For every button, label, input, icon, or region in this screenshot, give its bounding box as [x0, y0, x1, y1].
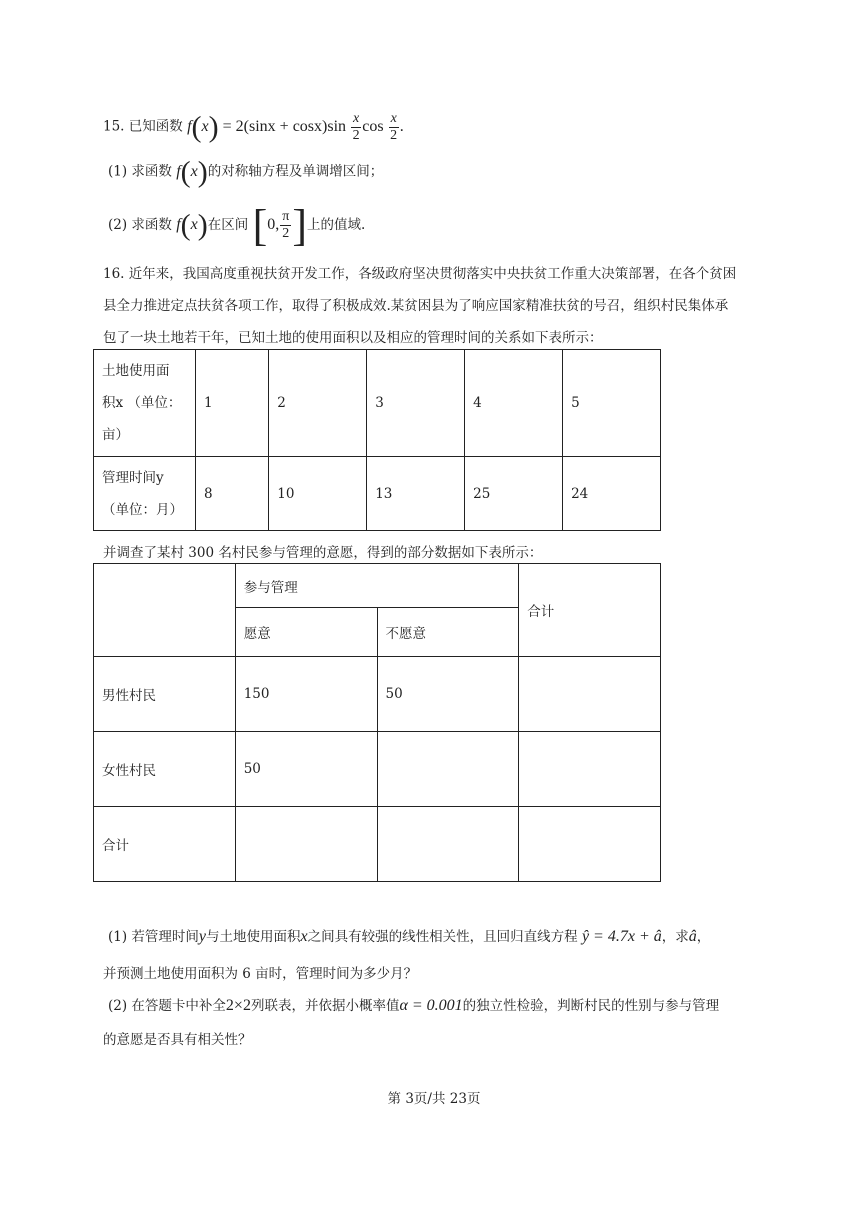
q15-part1: (1) 求函数 f(x)的对称轴方程及单调增区间； [108, 155, 384, 188]
header-total: 合计 [519, 564, 661, 657]
table-cell: 25 [465, 457, 563, 531]
table-cell: 150 [235, 657, 377, 732]
table-cell: 24 [563, 457, 661, 531]
table-cell: 2 [269, 350, 367, 457]
q15-number: 15. [103, 118, 125, 135]
survey-text: 并调查了某村 300 名村民参与管理的意愿，得到的部分数据如下表所示： [103, 545, 543, 561]
q16-part2-line2: 的意愿是否具有相关性？ [103, 1032, 252, 1048]
table-row-header-area: 土地使用面 积x （单位： 亩） [94, 350, 196, 457]
page-footer: 第 3页/共 23页 [387, 1091, 481, 1107]
q16-paragraph-line3: 包了一块土地若干年，已知土地的使用面积以及相应的管理时间的关系如下表所示： [103, 330, 603, 346]
table-cell [377, 807, 519, 882]
table-cell-corner [94, 564, 236, 657]
row-label: 男性村民 [94, 657, 236, 732]
table-cell: 10 [269, 457, 367, 531]
row-label: 合计 [94, 807, 236, 882]
table-cell: 13 [367, 457, 465, 531]
table-row [94, 807, 661, 882]
table-cell: 8 [196, 457, 269, 531]
header-willing: 愿意 [235, 608, 377, 657]
q15-stem [103, 110, 404, 144]
table-cell: 50 [235, 732, 377, 807]
q15-part2: (2) 求函数 f(x)在区间 [0, $\frac{\pi}{2}$ ]上的值域. [108, 201, 366, 250]
table-cell [519, 657, 661, 732]
table-row [94, 564, 661, 608]
regression-equation: ŷ = 4.7x + â [581, 928, 662, 945]
table-cell [519, 732, 661, 807]
table-row-header-time: 管理时间y （单位：月） [94, 457, 196, 531]
q16-part2-line1: (2) 在答题卡中补全2×2列联表，并依据小概率值α = 0.001的独立性检验，判断村民的性别与参与管理 [108, 997, 720, 1014]
header-participate: 参与管理 [235, 564, 519, 608]
table-row [94, 457, 661, 531]
table-cell [519, 807, 661, 882]
table-cell: 50 [377, 657, 519, 732]
contingency-table [93, 563, 661, 882]
area-time-table [93, 349, 661, 531]
table-row [94, 350, 661, 457]
row-label: 女性村民 [94, 732, 236, 807]
q15-formula: f(x) = 2(sinx + cosx)sin $\frac{x}{2}$ cos $\frac{x}{2}$ . [187, 110, 404, 143]
table-cell: 5 [563, 350, 661, 457]
q16-part1-line2: 并预测土地使用面积为 6 亩时，管理时间为多少月？ [103, 966, 418, 982]
table-cell [377, 732, 519, 807]
q16-part1-line1: (1) 若管理时间y与土地使用面积x之间具有较强的线性相关性，且回归直线方程 ŷ = 4.7x + â，求â， [108, 928, 711, 945]
table-cell: 4 [465, 350, 563, 457]
q16-paragraph-line1: 16. 近年来，我国高度重视扶贫开发工作，各级政府坚决贯彻落实中央扶贫工作重大决策部署，在各个贫困 [103, 266, 737, 282]
q15-interval: [0, $\frac{\pi}{2}$ ] [252, 201, 307, 250]
table-row [94, 732, 661, 807]
table-cell: 3 [367, 350, 465, 457]
table-cell [235, 807, 377, 882]
table-row [94, 657, 661, 732]
q15-prefix: 已知函数 [128, 118, 183, 135]
table-cell: 1 [196, 350, 269, 457]
q16-paragraph-line2: 县全力推进定点扶贫各项工作，取得了积极成效.某贫困县为了响应国家精准扶贫的号召，组织村民集体承 [103, 298, 729, 314]
header-unwilling: 不愿意 [377, 608, 519, 657]
